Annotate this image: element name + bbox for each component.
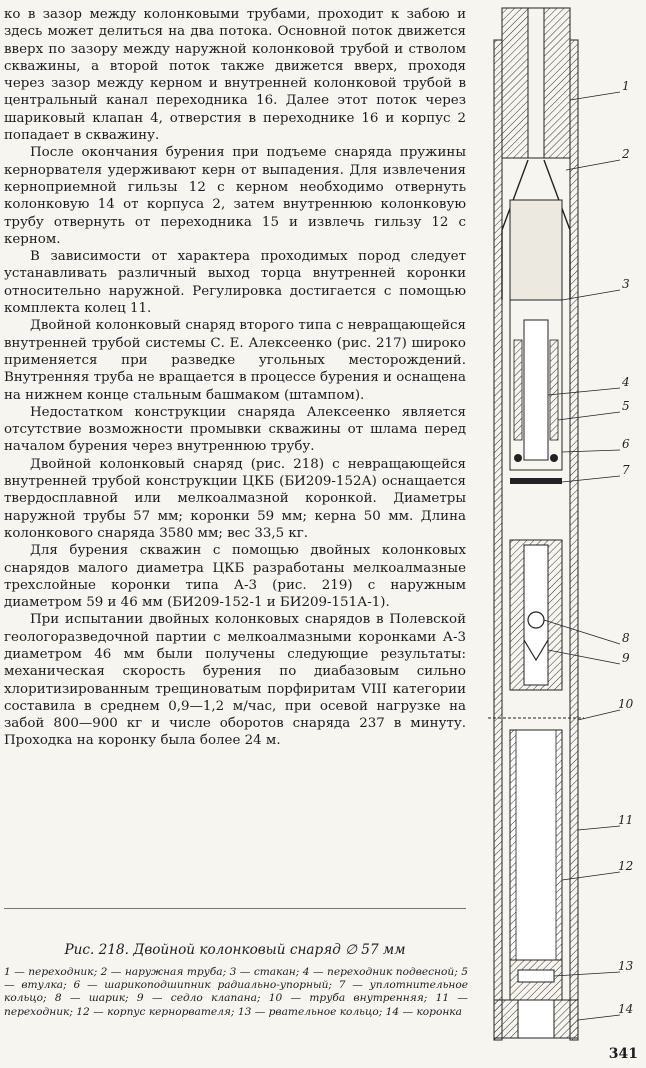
- paragraph-6: Двойной колонковый снаряд (рис. 218) с невращающейся внутренней трубой конструкции ЦКБ (БИ209-152А) оснащается твердосплавной или мелкоалмазной коронкой. Диаметры наружной трубы 57 мм; коронки 59 мм; керна 50 мм. Длина колонкового снаряда 3580 мм; вес 33,5 кг.: [4, 456, 466, 541]
- label-8: 8: [622, 631, 630, 645]
- core-barrel-drawing: [480, 0, 646, 1048]
- bearing-ball-right: [550, 454, 558, 462]
- sleeve-right: [550, 340, 558, 440]
- top-sub-bore: [528, 8, 544, 158]
- leader-13: [554, 972, 620, 976]
- label-7: 7: [622, 463, 630, 477]
- label-13: 13: [618, 959, 634, 973]
- label-4: 4: [622, 375, 630, 389]
- paragraph-5: Недостатком конструкции снаряда Алексеенко является отсутствие возможности промывки скважины от шлама перед началом бурения через внутреннюю трубу.: [4, 404, 466, 455]
- seal-ring: [510, 478, 562, 484]
- label-2: 2: [622, 147, 630, 161]
- label-10: 10: [618, 697, 634, 711]
- sleeve: [514, 340, 522, 440]
- leader-10: [578, 710, 620, 720]
- valve-bore: [524, 545, 548, 685]
- label-3: 3: [622, 277, 630, 291]
- leader-11: [578, 826, 620, 830]
- label-11: 11: [618, 813, 634, 827]
- label-12: 12: [618, 859, 634, 873]
- paragraph-3: В зависимости от характера проходимых пород следует устанавливать различный выход торца внутренней коронки относительно наружной. Регулировка достигается с помощью комплекта колец 11.: [4, 249, 466, 317]
- label-5: 5: [622, 399, 630, 413]
- label-9: 9: [622, 651, 630, 665]
- paragraph-4: Двойной колонковый снаряд второго типа с невращающейся внутренней трубой системы С. Е. Алексеенко (рис. 217) широко применяется при разведке угольных месторождений. Внутренняя труба не вращается в процессе бурения и оснащена на нижнем конце стальным башмаком (штампом).: [4, 318, 466, 403]
- label-6: 6: [622, 437, 630, 451]
- outer-tube-right-wall: [570, 40, 578, 1040]
- crown-bore: [518, 1000, 554, 1038]
- footnote-separator: [4, 908, 466, 909]
- label-1: 1: [622, 79, 630, 93]
- hanger-sub: [524, 320, 548, 460]
- leader-14: [578, 1015, 620, 1020]
- page-number: 341: [608, 1046, 638, 1062]
- paragraph-7: Для бурения скважин с помощью двойных колонковых снарядов малого диаметра ЦКБ разработаны мелкоалмазные трехслойные коронки типа А-3 (рис. 219) с наружным диаметром 59 и 46 мм (БИ209-152-1 и БИ209-151А-1).: [4, 543, 466, 611]
- figure-legend: 1 — переходник; 2 — наружная труба; 3 — стакан; 4 — переходник подвесной; 5 — втулка; 6 — шарикоподшипник радиально-упорный; 7 — уплотнительное кольцо; 8 — шарик; 9 — седло клапана; 10 — труба внутренняя; 11 — переходник; 12 — корпус кернорвателя; 13 — рвательное кольцо; 14 — коронка: [4, 966, 468, 1018]
- figure-caption-title: Рис. 218. Двойной колонковый снаряд ∅ 57 мм: [64, 942, 406, 958]
- label-14: 14: [618, 1002, 634, 1016]
- inner-tube-wall-left: [510, 730, 516, 960]
- core-lifter-ring: [518, 970, 554, 982]
- bearing-ball-left: [514, 454, 522, 462]
- leader-4: [548, 388, 620, 395]
- paragraph-8: При испытании двойных колонковых снарядов в Полевской геологоразведочной партии с мелкоалмазными коронками А-3 диаметром 46 мм были получены следующие результаты: механическая скорость бурения по диабазовым сильно хлоритизированным трещиноватым порфиритам VIII категории составила в среднем 0,9—1,2 м/час, при осевой нагрузке на забой 800—900 кг и числе оборотов снаряда 237 в минуту. Проходка на коронку была более 24 м.: [4, 612, 466, 749]
- paragraph-2: После окончания бурения при подъеме снаряда пружины кернорвателя удерживают керн от выпадения. Для извлечения керноприемной гильзы 12 с керном необходимо отвернуть колонковую 14 от корпуса 2, затем внутреннюю колонковую трубу отвернуть от переходника 15 и извлечь гильзу 12 с керном.: [4, 145, 466, 247]
- outer-tube-left-wall: [494, 40, 502, 1040]
- body-inner: [510, 200, 562, 300]
- leader-5: [558, 412, 620, 420]
- paragraph-1: ко в зазор между колонковыми трубами, проходит к забою и здесь может делиться на два потока. Основной поток движется вверх по зазору между наружной колонковой трубой и стволом скважины, а второй поток также движется вверх, проходя через зазор между керном и внутренней колонковой трубой в центральный канал переходника 16. Далее этот поток через шариковый клапан 4, отверстия в переходнике 16 и корпус 2 попадает в скважину.: [4, 7, 466, 144]
- inner-tube: [510, 730, 562, 960]
- body-text: [4, 6, 466, 750]
- inner-tube-wall-right: [556, 730, 562, 960]
